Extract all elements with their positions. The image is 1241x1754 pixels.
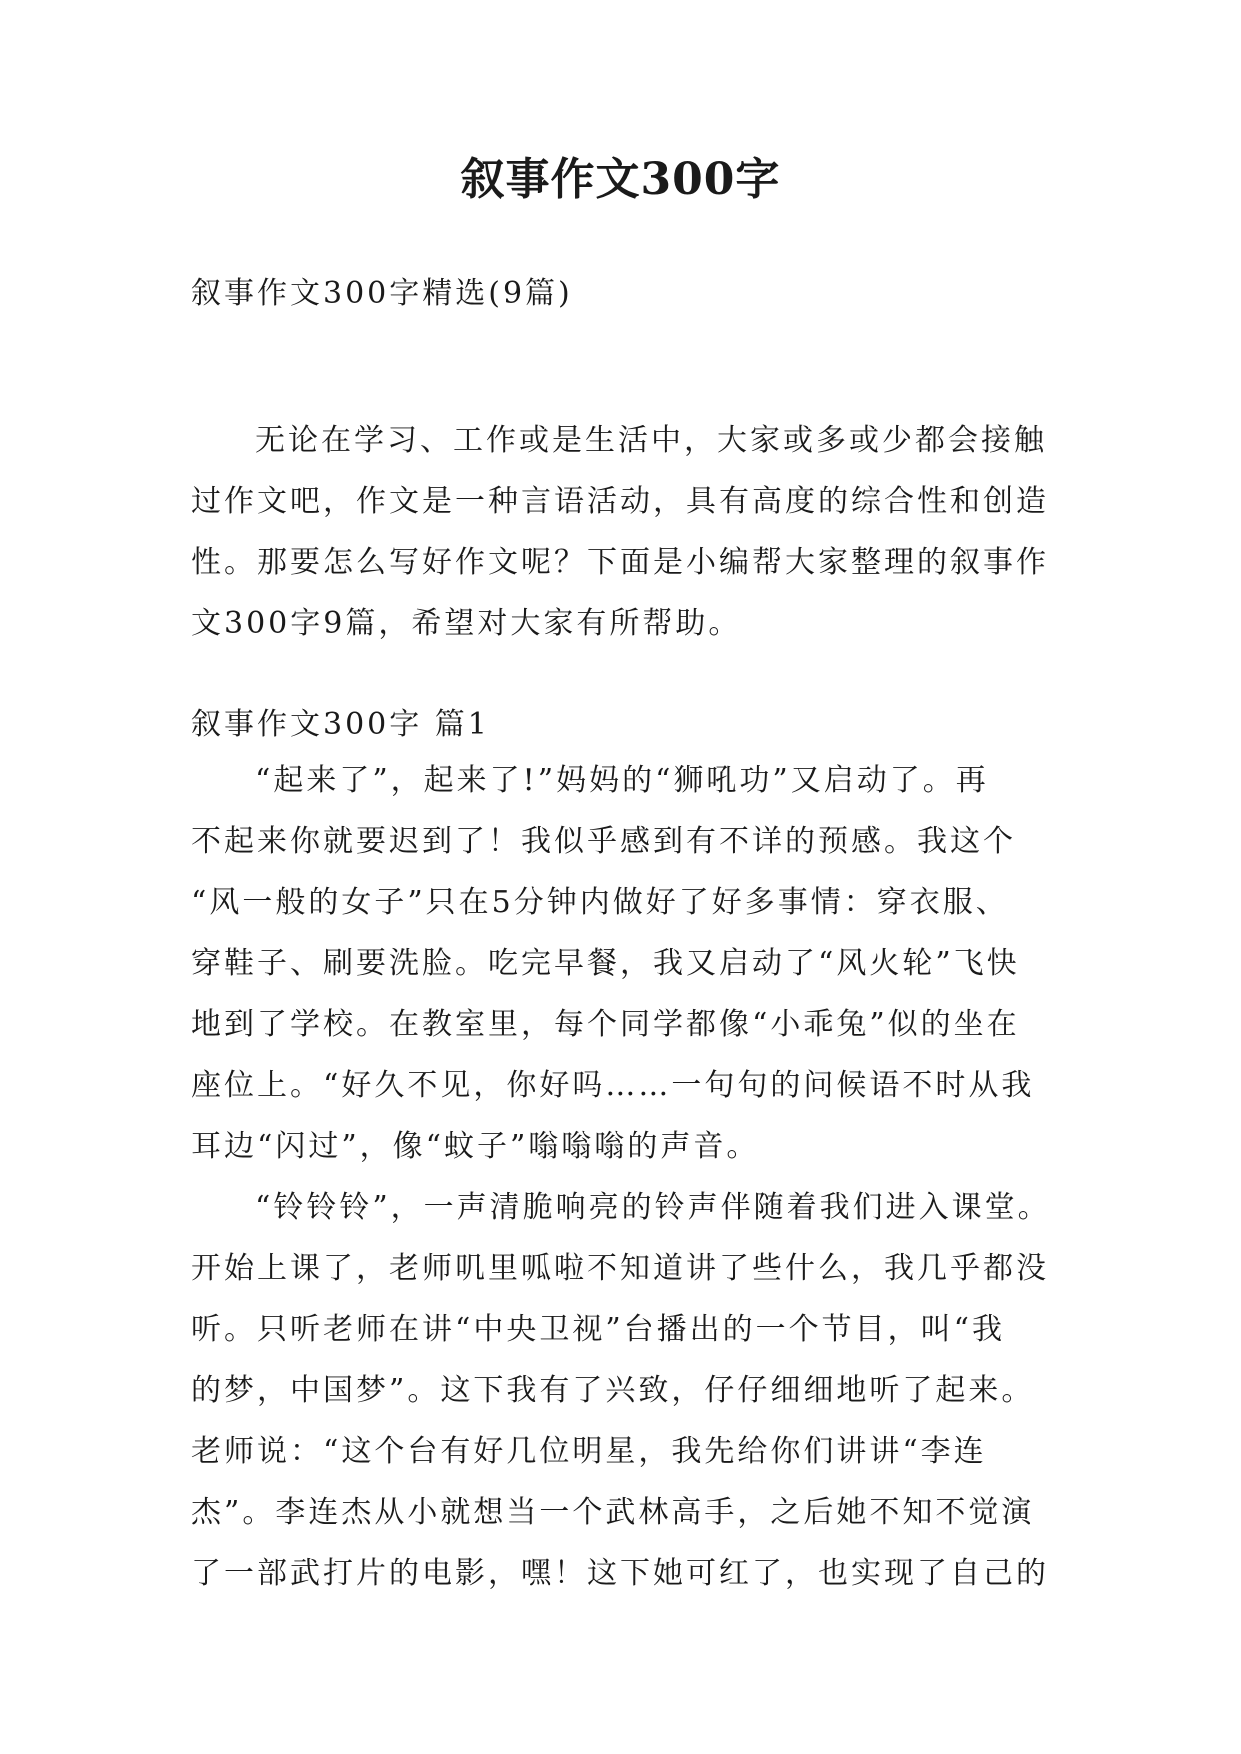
essay-paragraph-1	[191, 750, 1061, 1177]
paragraph-line: “风一般的女子”只在5分钟内做好了好多事情：穿衣服、	[191, 885, 1009, 920]
document-title: 叙事作文300字	[460, 154, 781, 205]
document-subtitle: 叙事作文300字精选(9篇)	[191, 276, 573, 311]
intro-line-text: 无论在学习、工作或是生活中，大家或多或少都会接触	[255, 423, 1047, 458]
paragraph-line-text: “起来了”，起来了!”妈妈的“狮吼功”又启动了。再	[255, 763, 989, 798]
paragraph-line: 了一部武打片的电影，嘿！这下她可红了，也实现了自己的	[191, 1556, 1049, 1591]
paragraph-line: 的梦，中国梦”。这下我有了兴致，仔仔细细地听了起来。	[191, 1373, 1035, 1408]
paragraph-line: 耳边“闪过”，像“蚊子”嗡嗡嗡的声音。	[191, 1129, 760, 1164]
paragraph-line: 地到了学校。在教室里，每个同学都像“小乖兔”似的坐在	[191, 1007, 1020, 1042]
intro-line: 性。那要怎么写好作文呢？下面是小编帮大家整理的叙事作	[191, 545, 1049, 580]
paragraph-line: 不起来你就要迟到了！我似乎感到有不详的预感。我这个	[191, 824, 1016, 859]
essay-section-1	[191, 750, 1061, 1604]
paragraph-line: 穿鞋子、刷要洗脸。吃完早餐，我又启动了“风火轮”飞快	[191, 946, 1020, 981]
paragraph-line: 老师说：“这个台有好几位明星，我先给你们讲讲“李连	[191, 1434, 987, 1469]
essay-paragraph-2	[191, 1177, 1061, 1604]
paragraph-line	[191, 750, 1061, 811]
paragraph-line-text: “铃铃铃”，一声清脆响亮的铃声伴随着我们进入课堂。	[255, 1190, 1051, 1225]
paragraph-line: 座位上。“好久不见，你好吗……一句句的问候语不时从我	[191, 1068, 1035, 1103]
paragraph-line	[191, 1177, 1061, 1238]
paragraph-line: 听。只听老师在讲“中央卫视”台播出的一个节目，叫“我	[191, 1312, 1006, 1347]
intro-line: 过作文吧，作文是一种言语活动，具有高度的综合性和创造	[191, 484, 1049, 519]
section-heading: 叙事作文300字 篇1	[191, 707, 490, 742]
intro-line	[191, 410, 1061, 471]
intro-paragraph	[191, 410, 1061, 654]
paragraph-line: 杰”。李连杰从小就想当一个武林高手，之后她不知不觉演	[191, 1495, 1035, 1530]
intro-line: 文300字9篇，希望对大家有所帮助。	[191, 606, 742, 641]
paragraph-line: 开始上课了，老师叽里呱啦不知道讲了些什么，我几乎都没	[191, 1251, 1049, 1286]
